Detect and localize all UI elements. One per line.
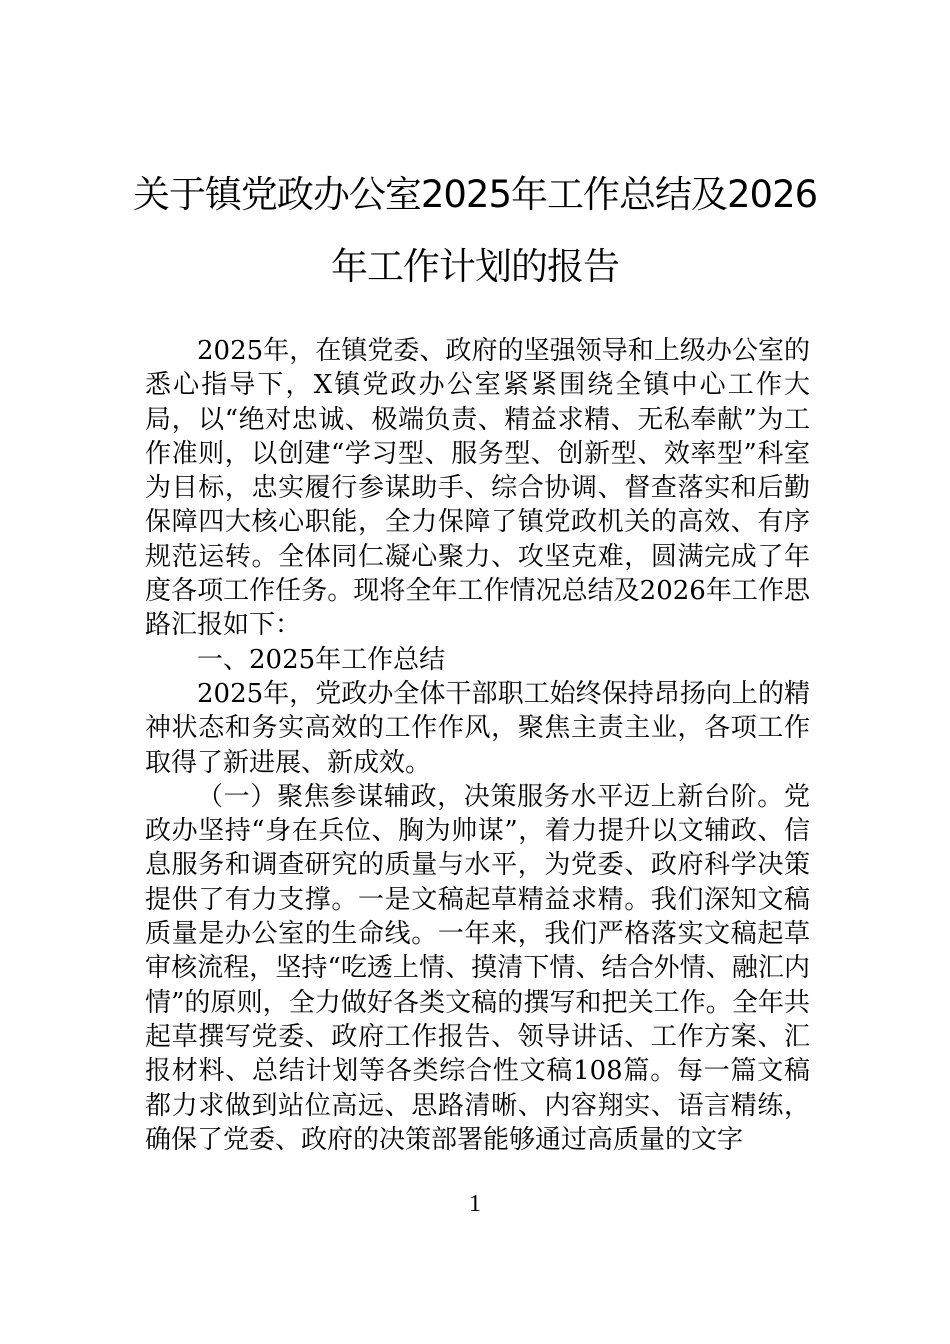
document-title-line-2: 年工作计划的报告: [331, 245, 619, 288]
document-title-line-1: 关于镇党政办公室2025年工作总结及2026: [132, 173, 818, 216]
paragraph-summary: 2025年，党政办全体干部职工始终保持昂扬向上的精神状态和务实高效的工作作风，聚焦主责主业，各项工作取得了新进展、新成效。: [145, 678, 810, 778]
document-body: [145, 334, 810, 1157]
page-number: 1: [469, 1191, 481, 1217]
paragraph-section-1: （一）聚焦参谋辅政，决策服务水平迈上新台阶。党政办坚持“身在兵位、胸为帅谋”，着力提升以文辅政、信息服务和调查研究的质量与水平，为党委、政府科学决策提供了有力支撑。一是文稿起草精益求精。我们深知文稿质量是办公室的生命线。一年来，我们严格落实文稿起草审核流程，坚持“吃透上情、摸清下情、结合外情、融汇内情”的原则，全力做好各类文稿的撰写和把关工作。全年共起草撰写党委、政府工作报告、领导讲话、工作方案、汇报材料、总结计划等各类综合性文稿108篇。每一篇文稿都力求做到站位高远、思路清晰、内容翔实、语言精练，确保了党委、政府的决策部署能够通过高质量的文字: [145, 781, 810, 1155]
paragraph-intro: 2025年，在镇党委、政府的坚强领导和上级办公室的悉心指导下，X镇党政办公室紧紧围绕全镇中心工作大局，以“绝对忠诚、极端负责、精益求精、无私奉献”为工作准则，以创建“学习型、服务型、创新型、效率型”科室为目标，忠实履行参谋助手、综合协调、督查落实和后勤保障四大核心职能，全力保障了镇党政机关的高效、有序规范运转。全体同仁凝心聚力、攻坚克难，圆满完成了年度各项工作任务。现将全年工作情况总结及2026年工作思路汇报如下：: [145, 336, 810, 641]
section-heading: 一、2025年工作总结: [197, 644, 446, 675]
